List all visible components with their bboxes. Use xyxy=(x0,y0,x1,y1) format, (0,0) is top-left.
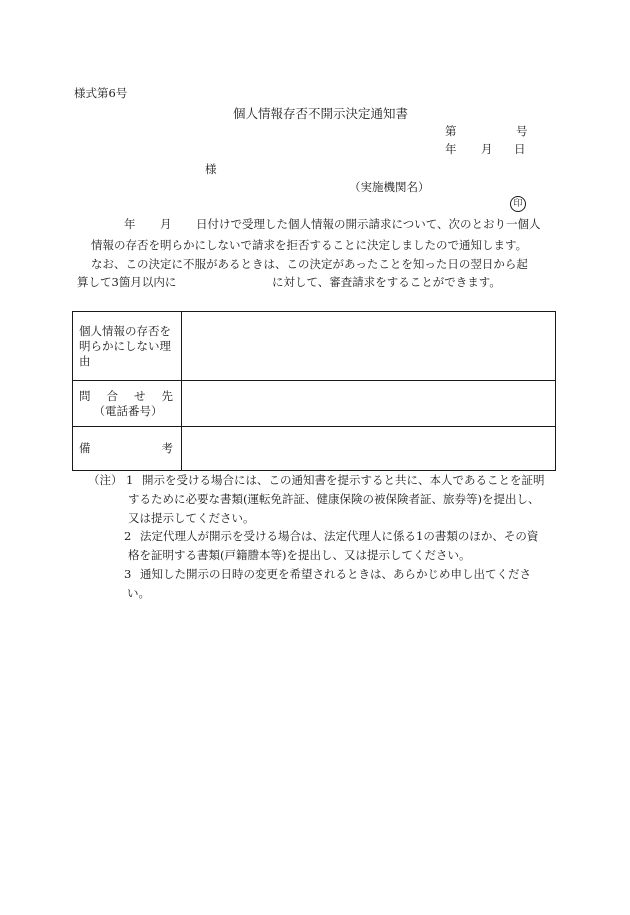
notes-heading: （注） xyxy=(88,473,123,487)
body-paragraph-1-line-2: 情報の存否を明らかにしないで請求を拒否することに決定しましたので通知します。 xyxy=(91,238,528,252)
body-month-label: 月 xyxy=(160,217,172,231)
note-3-line-1: 通知した開示の日時の変更を希望されるときは、あらかじめ申し出てくださ xyxy=(140,567,531,581)
note-1-number: 1 xyxy=(126,473,134,487)
contact-label-char-3: せ xyxy=(134,388,146,403)
reason-label-text: 個人情報の存否を明らかにしない理由 xyxy=(79,323,171,368)
remarks-label-main xyxy=(79,441,177,456)
date-year-label: 年 xyxy=(445,142,457,156)
info-table xyxy=(72,311,556,471)
note-1-line-3: 又は提示してください。 xyxy=(128,511,255,525)
contact-label-char-4: 先 xyxy=(161,388,173,403)
number-suffix: 号 xyxy=(516,124,528,138)
note-3-number: 3 xyxy=(124,567,132,581)
contact-label-main xyxy=(79,389,177,404)
contact-value xyxy=(182,381,556,427)
note-2-line-1: 法定代理人が開示を受ける場合は、法定代理人に係る1の書類のほか、その資 xyxy=(140,529,539,543)
date-day-label: 日 xyxy=(514,142,526,156)
seal-mark: 印 xyxy=(510,196,526,212)
table-row-remarks xyxy=(73,427,556,471)
reason-value xyxy=(182,312,556,381)
contact-label-char-1: 問 xyxy=(79,388,91,403)
note-3-line-2: い。 xyxy=(127,586,150,600)
note-1-line-1: 開示を受ける場合には、この通知書を提示すると共に、本人であることを証明 xyxy=(142,473,545,487)
organization-name: （実施機関名） xyxy=(349,180,430,194)
addressee-suffix: 様 xyxy=(205,162,217,176)
body-paragraph-2-line-2b: に対して、審査請求をすることができます。 xyxy=(272,275,501,289)
number-prefix: 第 xyxy=(445,124,457,138)
contact-label-sub: （電話番号） xyxy=(93,403,163,418)
reason-label xyxy=(73,312,182,381)
contact-label-char-2: 合 xyxy=(106,388,118,403)
table-row-contact xyxy=(73,381,556,427)
form-number: 様式第6号 xyxy=(74,86,128,100)
note-2-line-2: 格を証明する書類(戸籍謄本等)を提出し、又は提示してください。 xyxy=(128,548,471,562)
table-row-reason xyxy=(73,312,556,381)
contact-label xyxy=(73,381,182,427)
body-year-label: 年 xyxy=(124,217,136,231)
note-2-number: 2 xyxy=(124,529,132,543)
remarks-label-char-1: 備 xyxy=(79,441,91,455)
body-paragraph-2-line-2a: 算して3箇月以内に xyxy=(77,275,177,289)
document-title: 個人情報存否不開示決定通知書 xyxy=(233,106,409,121)
note-1-line-2: するために必要な書類(運転免許証、健康保険の被保険者証、旅券等)を提出し、 xyxy=(128,492,540,506)
remarks-label xyxy=(73,427,182,471)
remarks-label-char-2: 考 xyxy=(161,441,173,455)
body-paragraph-1-line-1: 日付けで受理した個人情報の開示請求について、次のとおり一個人 xyxy=(196,217,541,231)
body-paragraph-2-line-1: なお、この決定に不服があるときは、この決定があったことを知った日の翌日から起 xyxy=(91,257,528,271)
date-month-label: 月 xyxy=(481,142,493,156)
remarks-value xyxy=(182,427,556,471)
